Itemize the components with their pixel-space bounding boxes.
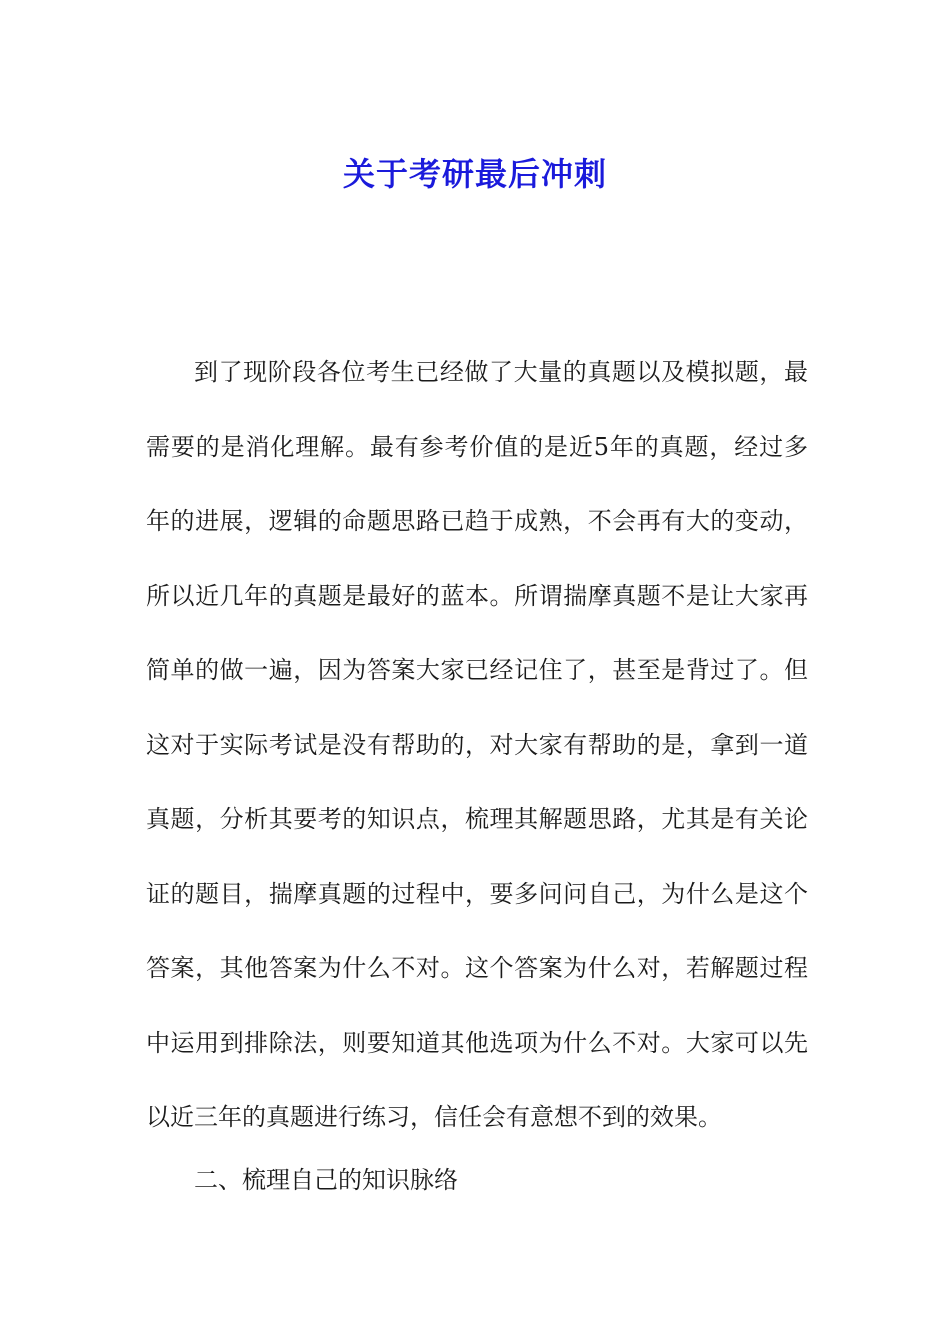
document-title: 关于考研最后冲刺 [342, 155, 607, 194]
section-heading: 二、梳理自己的知识脉络 [194, 1166, 458, 1194]
body-paragraph: 到了现阶段各位考生已经做了大量的真题以及模拟题，最需要的是消化理解。最有参考价值的是近5年的真题，经过多年的进展，逻辑的命题思路已趋于成熟，不会再有大的变动，所以近几年的真题是最好的蓝本。所谓揣摩真题不是让大家再简单的做一遍，因为答案大家已经记住了，甚至是背过了。但这对于实际考试是没有帮助的，对大家有帮助的是，拿到一道真题，分析其要考的知识点，梳理其解题思路，尤其是有关论证的题目，揣摩真题的过程中，要多问问自己，为什么是这个答案，其他答案为什么不对。这个答案为什么对，若解题过程中运用到排除法，则要知道其他选项为什么不对。大家可以先以近三年的真题进行练习，信任会有意想不到的效果。 [146, 358, 808, 1131]
